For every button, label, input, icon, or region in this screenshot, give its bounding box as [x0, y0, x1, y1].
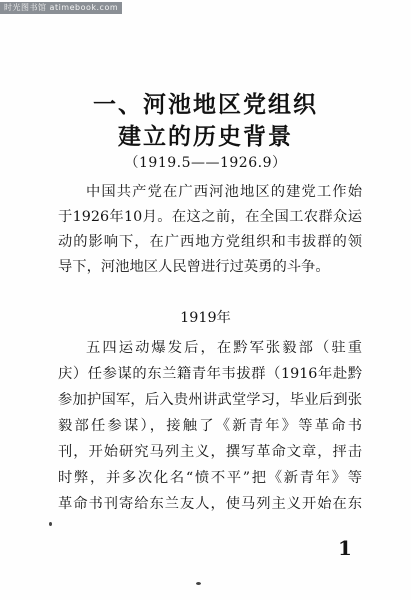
- body-line: 刊，开始研究马列主义，撰写革命文章，抨击: [58, 444, 362, 460]
- body-line: 时弊，并多次化名“愤不平”把《新青年》等: [58, 470, 362, 486]
- watermark-label: 时光图书馆 atimebook.com: [0, 2, 122, 14]
- intro-line: 中国共产党在广西河池地区的建党工作始: [86, 184, 362, 200]
- scan-speck: [196, 582, 201, 585]
- body-line: 庆）任参谋的东兰籍青年韦拔群（1916年赴黔: [58, 366, 362, 382]
- intro-line: 于1926年10月。在这之前，在全国工农群众运: [58, 209, 362, 225]
- body-line: 参加护国军，后入贵州讲武堂学习，毕业后到张: [58, 392, 362, 408]
- body-line: 五四运动爆发后，在黔军张毅部（驻重: [86, 340, 362, 356]
- chapter-period: （1919.5——1926.9）: [124, 155, 287, 171]
- section-year-heading: 1919年: [180, 310, 231, 326]
- chapter-title-line-2: 建立的历史背景: [118, 124, 293, 150]
- body-line: 革命书刊寄给东兰友人，使马列主义开始在东: [58, 496, 362, 512]
- page-number: 1: [338, 536, 352, 560]
- chapter-title-line-1: 一、河池地区党组织: [93, 92, 318, 118]
- scan-speck: [49, 522, 52, 526]
- intro-line: 导下，河池地区人民曾进行过英勇的斗争。: [58, 259, 330, 275]
- intro-line: 动的影响下，在广西地方党组织和韦拔群的领: [58, 234, 362, 250]
- body-line: 毅部任参谋），接触了《新青年》等革命书: [58, 418, 362, 434]
